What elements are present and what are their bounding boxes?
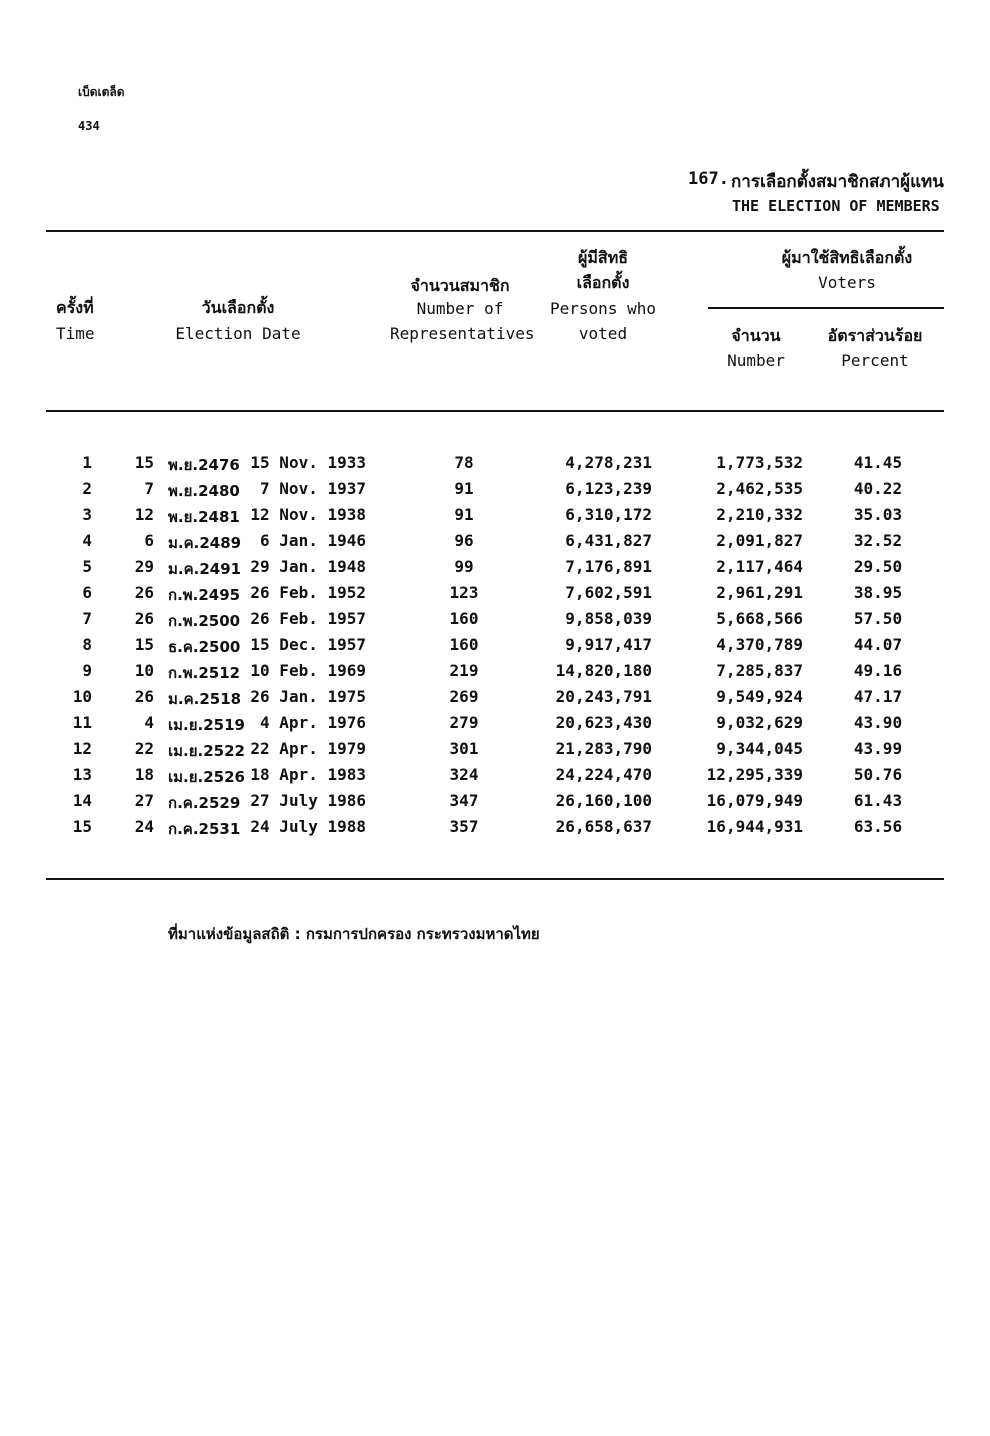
cell-percent: 49.16 — [853, 661, 903, 680]
cell-time: 4 — [82, 531, 92, 550]
cell-persons: 20,623,430 — [555, 713, 652, 732]
col-voters-th: ผู้มาใช้สิทธิเลือกตั้ง — [781, 248, 913, 267]
cell-day-th: 4 — [144, 713, 154, 732]
col-persons-en-1: Persons who — [550, 299, 656, 318]
col-time-en: Time — [56, 324, 95, 343]
cell-date-th: พ.ย.2480 — [168, 482, 240, 500]
cell-reps: 123 — [449, 583, 479, 602]
cell-time: 9 — [82, 661, 92, 680]
title-english: THE ELECTION OF MEMBERS — [732, 197, 940, 215]
col-date-th: วันเลือกตั้ง — [201, 298, 275, 317]
cell-date-th: ม.ค.2491 — [168, 560, 242, 578]
cell-number: 9,032,629 — [716, 713, 803, 732]
cell-day-th: 26 — [134, 687, 154, 706]
cell-date-en: 18 Apr. 1983 — [250, 765, 366, 784]
cell-day-th: 12 — [134, 505, 154, 524]
cell-date-th: ก.ค.2529 — [168, 794, 241, 812]
cell-percent: 38.95 — [853, 583, 903, 602]
cell-time: 2 — [82, 479, 92, 498]
cell-date-th: ก.พ.2512 — [168, 664, 241, 682]
cell-reps: 91 — [454, 505, 474, 524]
cell-reps: 78 — [454, 453, 474, 472]
cell-number: 2,462,535 — [716, 479, 803, 498]
cell-time: 6 — [82, 583, 92, 602]
cell-reps: 96 — [454, 531, 474, 550]
cell-number: 5,668,566 — [716, 609, 803, 628]
cell-persons: 6,431,827 — [565, 531, 652, 550]
cell-day-th: 29 — [134, 557, 154, 576]
page-number: 434 — [78, 119, 100, 133]
cell-time: 14 — [72, 791, 92, 810]
cell-reps: 347 — [449, 791, 479, 810]
cell-percent: 47.17 — [853, 687, 903, 706]
col-reps-th: จำนวนสมาชิก — [410, 276, 510, 295]
cell-percent: 43.90 — [853, 713, 903, 732]
cell-number: 16,944,931 — [706, 817, 803, 836]
section-label: เบ็ดเตล็ด — [78, 85, 125, 99]
cell-date-en: 4 Apr. 1976 — [260, 713, 366, 732]
col-percent-en: Percent — [841, 351, 909, 370]
cell-number: 2,961,291 — [716, 583, 803, 602]
cell-date-en: 24 July 1988 — [250, 817, 366, 836]
cell-date-th: เม.ย.2526 — [168, 768, 245, 786]
cell-date-en: 15 Nov. 1933 — [250, 453, 366, 472]
source-note: ที่มาแห่งข้อมูลสถิติ : กรมการปกครอง กระทรวงมหาดไทย — [168, 925, 540, 943]
cell-reps: 324 — [449, 765, 479, 784]
cell-time: 7 — [82, 609, 92, 628]
cell-date-th: พ.ย.2476 — [168, 456, 240, 474]
cell-persons: 6,310,172 — [565, 505, 652, 524]
cell-date-en: 26 Feb. 1957 — [250, 609, 366, 628]
cell-time: 3 — [82, 505, 92, 524]
col-reps-en-1: Number of — [416, 299, 504, 318]
cell-day-th: 7 — [144, 479, 154, 498]
cell-percent: 41.45 — [853, 453, 903, 472]
cell-time: 13 — [72, 765, 92, 784]
cell-date-en: 26 Feb. 1952 — [250, 583, 366, 602]
cell-day-th: 27 — [134, 791, 154, 810]
cell-date-th: ม.ค.2489 — [168, 534, 242, 552]
col-number-th: จำนวน — [731, 326, 781, 345]
col-date-en: Election Date — [175, 324, 301, 343]
col-persons-th-1: ผู้มีสิทธิ — [578, 248, 628, 267]
cell-persons: 26,160,100 — [555, 791, 652, 810]
col-persons-th-2: เลือกตั้ง — [576, 273, 630, 292]
cell-percent: 63.56 — [853, 817, 903, 836]
cell-date-th: ก.พ.2495 — [168, 586, 241, 604]
cell-persons: 7,602,591 — [565, 583, 652, 602]
cell-date-th: ก.ค.2531 — [168, 820, 241, 838]
cell-day-th: 18 — [134, 765, 154, 784]
cell-percent: 44.07 — [853, 635, 903, 654]
cell-reps: 219 — [449, 661, 479, 680]
cell-date-en: 26 Jan. 1975 — [250, 687, 366, 706]
cell-day-th: 15 — [134, 453, 154, 472]
cell-date-en: 15 Dec. 1957 — [250, 635, 366, 654]
cell-persons: 20,243,791 — [555, 687, 652, 706]
cell-percent: 32.52 — [853, 531, 903, 550]
cell-percent: 40.22 — [853, 479, 903, 498]
header-bottom-rule — [46, 410, 944, 412]
cell-date-en: 12 Nov. 1938 — [250, 505, 366, 524]
cell-reps: 160 — [449, 635, 479, 654]
col-persons-en-2: voted — [578, 324, 628, 343]
cell-time: 11 — [72, 713, 92, 732]
cell-day-th: 10 — [134, 661, 154, 680]
cell-persons: 9,917,417 — [565, 635, 652, 654]
cell-time: 5 — [82, 557, 92, 576]
bottom-rule — [46, 878, 944, 880]
cell-number: 9,549,924 — [716, 687, 803, 706]
cell-persons: 14,820,180 — [555, 661, 652, 680]
cell-date-th: ธ.ค.2500 — [168, 638, 241, 656]
cell-persons: 21,283,790 — [555, 739, 652, 758]
cell-date-th: พ.ย.2481 — [168, 508, 240, 526]
voters-rule — [708, 307, 944, 309]
cell-number: 16,079,949 — [706, 791, 803, 810]
cell-time: 15 — [72, 817, 92, 836]
cell-persons: 24,224,470 — [555, 765, 652, 784]
cell-persons: 6,123,239 — [565, 479, 652, 498]
cell-number: 7,285,837 — [716, 661, 803, 680]
cell-percent: 57.50 — [853, 609, 903, 628]
cell-time: 12 — [72, 739, 92, 758]
cell-reps: 160 — [449, 609, 479, 628]
cell-day-th: 6 — [144, 531, 154, 550]
cell-persons: 7,176,891 — [565, 557, 652, 576]
cell-persons: 26,658,637 — [555, 817, 652, 836]
cell-number: 12,295,339 — [706, 765, 803, 784]
cell-day-th: 22 — [134, 739, 154, 758]
col-percent-th: อัตราส่วนร้อย — [827, 326, 923, 345]
cell-date-en: 29 Jan. 1948 — [250, 557, 366, 576]
cell-reps: 91 — [454, 479, 474, 498]
cell-reps: 269 — [449, 687, 479, 706]
cell-date-en: 27 July 1986 — [250, 791, 366, 810]
cell-date-th: ม.ค.2518 — [168, 690, 242, 708]
cell-persons: 4,278,231 — [565, 453, 652, 472]
cell-reps: 301 — [449, 739, 479, 758]
cell-reps: 99 — [454, 557, 474, 576]
table-number: 167. — [688, 169, 729, 189]
cell-day-th: 26 — [134, 609, 154, 628]
cell-persons: 9,858,039 — [565, 609, 652, 628]
cell-date-th: ก.พ.2500 — [168, 612, 241, 630]
cell-day-th: 15 — [134, 635, 154, 654]
cell-date-en: 7 Nov. 1937 — [260, 479, 366, 498]
cell-date-en: 6 Jan. 1946 — [260, 531, 366, 550]
cell-number: 2,210,332 — [716, 505, 803, 524]
col-time-th: ครั้งที่ — [56, 298, 94, 317]
col-reps-en-2: Representatives — [390, 324, 535, 343]
cell-percent: 50.76 — [853, 765, 903, 784]
cell-reps: 357 — [449, 817, 479, 836]
cell-number: 1,773,532 — [716, 453, 803, 472]
cell-time: 8 — [82, 635, 92, 654]
top-rule — [46, 230, 944, 232]
cell-day-th: 26 — [134, 583, 154, 602]
cell-time: 10 — [72, 687, 92, 706]
col-number-en: Number — [727, 351, 785, 370]
cell-percent: 29.50 — [853, 557, 903, 576]
cell-date-en: 22 Apr. 1979 — [250, 739, 366, 758]
cell-percent: 43.99 — [853, 739, 903, 758]
cell-day-th: 24 — [134, 817, 154, 836]
cell-time: 1 — [82, 453, 92, 472]
cell-number: 2,117,464 — [716, 557, 803, 576]
cell-reps: 279 — [449, 713, 479, 732]
cell-number: 4,370,789 — [716, 635, 803, 654]
cell-date-en: 10 Feb. 1969 — [250, 661, 366, 680]
cell-percent: 61.43 — [853, 791, 903, 810]
col-voters-en: Voters — [818, 273, 876, 292]
cell-date-th: เม.ย.2522 — [168, 742, 245, 760]
cell-number: 2,091,827 — [716, 531, 803, 550]
cell-number: 9,344,045 — [716, 739, 803, 758]
cell-date-th: เม.ย.2519 — [168, 716, 245, 734]
cell-percent: 35.03 — [853, 505, 903, 524]
title-thai: การเลือกตั้งสมาชิกสภาผู้แทน — [731, 172, 944, 192]
